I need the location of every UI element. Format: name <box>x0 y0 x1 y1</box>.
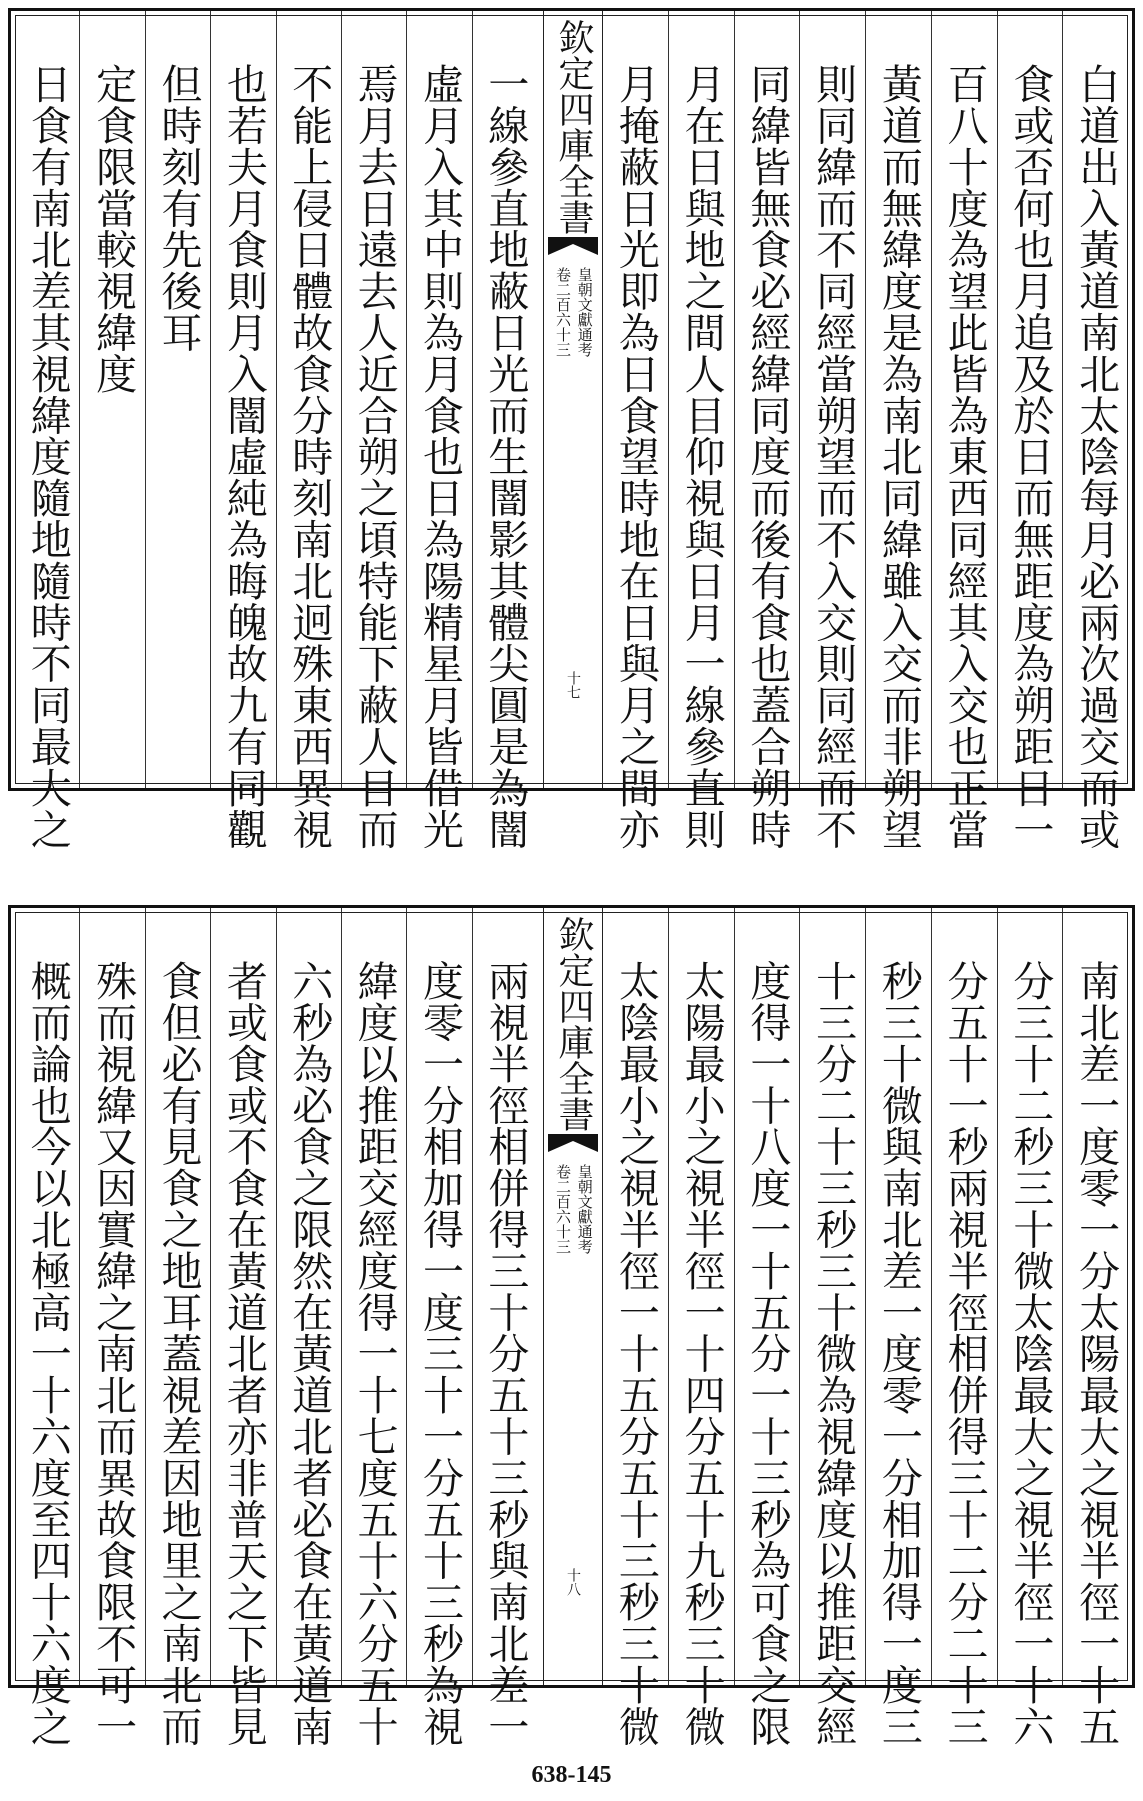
text-column <box>15 908 79 1747</box>
column-text: 太陽最小之視半徑一十四分五十九秒三十微 <box>677 960 726 1747</box>
text-column <box>931 908 997 1747</box>
book-title: 皇朝文獻通考 <box>575 1164 594 1254</box>
text-column <box>210 908 275 1747</box>
column-text: 六秒為必食之限然在黃道北者必食在黃道南 <box>285 960 334 1747</box>
text-column <box>145 11 210 788</box>
column-text: 南北差一度零一分太陽最大之視半徑一十五 <box>1072 960 1121 1747</box>
page-number: 十七 <box>565 671 581 699</box>
bottom-leaf <box>8 905 1135 1747</box>
bottom-right-half <box>602 908 1128 1747</box>
text-column <box>997 908 1063 1747</box>
text-column <box>15 11 79 850</box>
column-text: 則同緯而不同經當朔望而不入交則同經而不 <box>809 63 858 850</box>
text-column <box>668 11 734 850</box>
text-column <box>602 11 668 850</box>
text-column <box>472 908 537 1747</box>
top-left-half <box>15 11 537 850</box>
text-column <box>406 908 471 1747</box>
column-text: 分三十二秒三十微太陰最大之視半徑一十六 <box>1006 960 1055 1747</box>
column-text: 秒三十微與南北差一度零一分相加得一度三 <box>874 960 923 1747</box>
page-number: 十八 <box>565 1568 581 1596</box>
text-column <box>668 908 734 1747</box>
text-column <box>734 908 800 1747</box>
column-text: 度得一十八度一十五分一十三秒為可食之限 <box>743 960 792 1747</box>
column-text: 定食限當較視緯度 <box>89 63 138 395</box>
column-text: 不能上侵日體故食分時刻南北迥殊東西異視 <box>285 63 334 850</box>
column-text: 焉月去日遠去人近合朔之頃特能下蔽人目而 <box>350 63 399 850</box>
text-column <box>472 11 537 850</box>
column-text: 月在日與地之間人目仰視與日月一線參直則 <box>677 63 726 850</box>
text-column <box>865 908 931 1747</box>
text-column <box>276 908 341 1747</box>
fishtail-mark <box>548 1134 598 1152</box>
top-right-half <box>602 11 1128 850</box>
center-fold-column <box>543 11 603 788</box>
text-column <box>799 11 865 850</box>
column-text: 食但必有見食之地耳蓋視差因地里之南北而 <box>154 960 203 1747</box>
column-text: 白道出入黃道南北太陰每月必兩次過交而或 <box>1072 63 1121 850</box>
bottom-left-half <box>15 908 537 1747</box>
text-column <box>276 11 341 850</box>
column-text: 食或否何也月追及於日而無距度為朔距日一 <box>1006 63 1055 850</box>
column-text: 月掩蔽日光即為日食望時地在日與月之間亦 <box>611 63 660 850</box>
column-text: 分五十一秒兩視半徑相併得三十二分二十三 <box>940 960 989 1747</box>
book-title: 皇朝文獻通考 <box>575 267 594 357</box>
text-column <box>602 908 668 1747</box>
column-text: 緯度以推距交經度得一十七度五十六分五十 <box>350 960 399 1747</box>
text-column <box>931 11 997 850</box>
column-text: 概而論也今以北極高一十六度至四十六度之 <box>23 960 72 1747</box>
text-column <box>1062 11 1128 850</box>
text-column <box>341 908 406 1747</box>
text-column <box>210 11 275 850</box>
column-text: 百八十度為望此皆為東西同經其入交也正當 <box>940 63 989 850</box>
text-column <box>406 11 471 850</box>
column-text: 也若夫月食則月入闇虛純為晦魄故九有同觀 <box>219 63 268 850</box>
column-text: 黃道而無緯度是為南北同緯雖入交而非朔望 <box>874 63 923 850</box>
text-column <box>79 11 144 788</box>
text-column <box>734 11 800 850</box>
column-text: 太陰最小之視半徑一十五分五十三秒三十微 <box>611 960 660 1747</box>
text-column <box>145 908 210 1747</box>
column-text: 但時刻有先後耳 <box>154 63 203 353</box>
column-text: 虛月入其中則為月食也日為陽精星月皆借光 <box>415 63 464 850</box>
column-text: 殊而視緯又因實緯之南北而異故食限不可一 <box>89 960 138 1747</box>
column-text: 十三分二十三秒三十微為視緯度以推距交經 <box>809 960 858 1747</box>
text-column <box>865 11 931 850</box>
text-column <box>79 908 144 1747</box>
volume-label: 卷二百六十三 <box>554 1164 572 1254</box>
text-column <box>799 908 865 1747</box>
column-text: 兩視半徑相併得三十分五十三秒與南北差一 <box>481 960 530 1747</box>
text-column <box>1062 908 1128 1747</box>
column-text: 日食有南北差其視緯度隨地隨時不同最大之 <box>23 63 72 850</box>
fishtail-mark <box>548 237 598 255</box>
column-text: 同緯皆無食必經緯同度而後有食也蓋合朔時 <box>743 63 792 850</box>
page-footer-label: 638-145 <box>531 1762 612 1788</box>
text-column <box>997 11 1063 850</box>
volume-label: 卷二百六十三 <box>554 267 572 357</box>
column-text: 度零一分相加得一度三十一分五十三秒為視 <box>415 960 464 1747</box>
text-column <box>341 11 406 850</box>
top-leaf <box>8 8 1135 850</box>
column-text: 一線參直地蔽日光而生闇影其體尖圓是為闇 <box>481 63 530 850</box>
column-text: 者或食或不食在黃道北者亦非普天之下皆見 <box>219 960 268 1747</box>
center-fold-column <box>543 908 603 1685</box>
collection-title: 欽定四庫全書 <box>553 916 594 1132</box>
collection-title: 欽定四庫全書 <box>553 19 594 235</box>
